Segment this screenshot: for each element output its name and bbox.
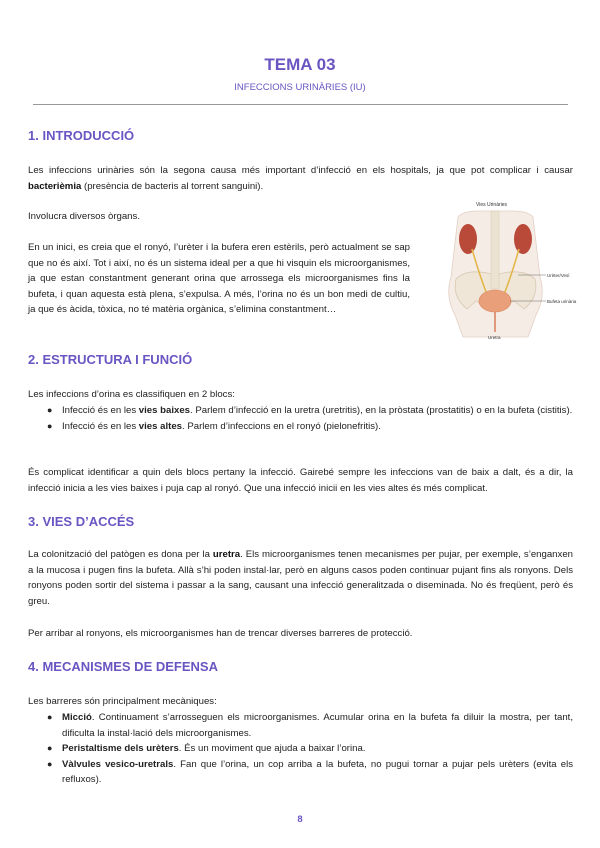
bullet-icon: ● bbox=[47, 420, 53, 431]
section-heading-mecanismes: 4. MECANISMES DE DEFENSA bbox=[28, 659, 218, 674]
bullet-icon: ● bbox=[47, 712, 53, 722]
figure-label-ureter: Urèter/Vesì bbox=[547, 273, 570, 278]
figure-label-urethra: Uretra bbox=[488, 335, 501, 340]
section-heading-introduccio: 1. INTRODUCCIÓ bbox=[28, 128, 135, 143]
paragraph: Les barreres són principalment mecàniques: bbox=[28, 696, 217, 707]
bullet-icon: ● bbox=[47, 758, 53, 769]
bullet-list bbox=[28, 710, 573, 788]
title-divider bbox=[33, 104, 568, 105]
paragraph: És complicat identificar a quin dels blocs pertany la infecció. Gairebé sempre les infeccions van de baix a dalt, és a dir, la infecció inicia a les vies baixes i puja cap al ronyó. Que una infecció inicii en les vies altes és més complicat. bbox=[28, 467, 573, 494]
paragraph: Per arribar al ronyons, els microorganismes han de trencar diverses barreres de protecció. bbox=[28, 628, 413, 639]
figure-title: Vies Urinàries bbox=[476, 202, 508, 208]
list-item: ● Peristaltisme dels urèters. És un moviment que ajuda a baixar l’orina. bbox=[28, 741, 573, 757]
page-subtitle: INFECCIONS URINÀRIES (IU) bbox=[234, 82, 366, 93]
paragraph: Les infeccions urinàries són la segona causa més important d’infecció en els hospitals, ja que pot complicar i causar bacterièmia (presència de bacteris al torrent sanguini). bbox=[28, 165, 573, 192]
list-item: ● Micció. Continuament s’arrosseguen els microorganismes. Acumular orina en la bufeta fa diluir la mostra, per tant, dificulta la instal·lació dels microorganismes. bbox=[47, 712, 573, 739]
paragraph: Involucra diversos òrgans. bbox=[28, 211, 140, 222]
list-item: ● Infecció és en les vies baixes. Parlem d’infecció en la uretra (uretritis), en la pròstata (prostatitis) o en la bufeta (cistitis). bbox=[28, 403, 573, 419]
section-heading-vies-acces: 3. VIES D’ACCÉS bbox=[28, 514, 135, 529]
page-number: 8 bbox=[297, 814, 303, 825]
list-item: ● Infecció és en les vies altes. Parlem d’infeccions en el ronyó (pielonefritis). bbox=[28, 419, 573, 435]
paragraph: En un inici, es creia que el ronyó, l’urèter i la bufera eren estèrils, però actualment se sap que no és així. Tot i així, no és un sistema ideal per a que hi visquin els microorganismes, ja que estan constantment generant orina que arrossega els microorganismes fins la bufeta, i quan aquesta està plena, s’expulsa. A més, l’orina no és un bon medi de cultiu, ja que és àcida, tòxica, no té matèria orgànica, s’elimina constantment… bbox=[28, 242, 410, 315]
urinary-tract-diagram bbox=[418, 197, 577, 342]
spine bbox=[491, 211, 499, 289]
page-title: TEMA 03 bbox=[264, 55, 336, 74]
right-kidney bbox=[514, 224, 532, 254]
bullet-icon: ● bbox=[47, 743, 53, 753]
figure-label-bladder: Bufeta urinària bbox=[547, 299, 577, 304]
bullet-icon: ● bbox=[47, 405, 53, 415]
bladder bbox=[479, 290, 511, 312]
section-heading-estructura: 2. ESTRUCTURA I FUNCIÓ bbox=[28, 352, 193, 367]
urinary-tract-illustration bbox=[418, 197, 577, 342]
bullet-list bbox=[28, 403, 573, 434]
paragraph: La colonització del patògen es dona per la uretra. Els microorganismes tenen mecanismes per pujar, per exemple, s’enganxen a la mucosa i pugen fins la bufeta. Allà s’hi poden instal·lar, però en alguns casos poden continuar pujant fins als ronyons. Dels ronyons poden sortir del sistema i passar a la sang, causant una infecció generalitzada o diseminada. No és freqüent, però és greu. bbox=[28, 549, 573, 607]
list-item: ● Vàlvules vesico-uretrals. Fan que l’orina, un cop arriba a la bufeta, no pugui tornar a pujar pels urèters (evita els refluxos). bbox=[47, 758, 573, 785]
paragraph: Les infeccions d’orina es classifiquen en 2 blocs: bbox=[28, 389, 235, 400]
left-kidney bbox=[459, 224, 477, 254]
